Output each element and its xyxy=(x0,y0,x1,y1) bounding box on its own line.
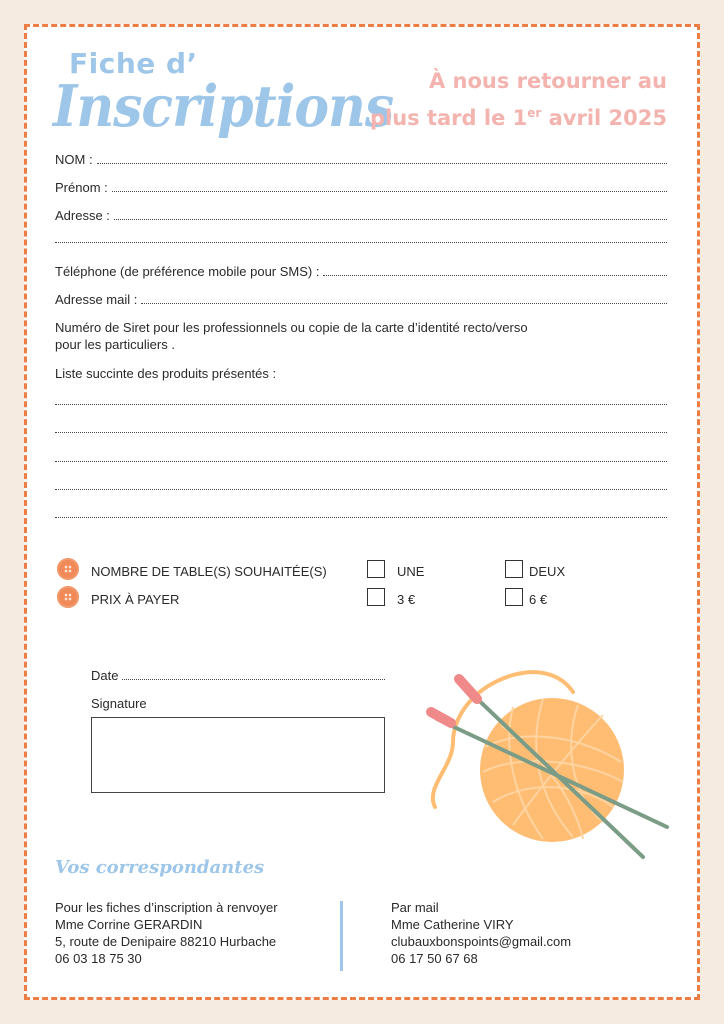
button-icon xyxy=(57,558,79,580)
contact-left-line1: Pour les fiches d’inscription à renvoyer xyxy=(55,900,278,915)
deadline-line2 xyxy=(370,97,667,134)
produits-line-2[interactable] xyxy=(55,432,667,433)
contact-right-line2: Mme Catherine VIRY xyxy=(391,917,514,932)
price-label: PRIX À PAYER xyxy=(91,592,180,607)
telephone-line[interactable] xyxy=(323,275,667,276)
prenom-line[interactable] xyxy=(112,191,667,192)
correspondants-title: Vos correspondantes xyxy=(55,857,265,878)
date-label: Date xyxy=(91,668,119,683)
contact-right xyxy=(391,899,571,967)
adresse-label: Adresse : xyxy=(55,208,110,223)
price-two-label: 6 € xyxy=(529,592,548,607)
title-line1: Fiche d’ xyxy=(69,47,198,80)
prenom-field[interactable] xyxy=(55,179,667,195)
contacts-separator xyxy=(340,901,343,971)
contact-left-line4: 06 03 18 75 30 xyxy=(55,951,142,966)
une-label: UNE xyxy=(397,564,425,579)
registration-sheet xyxy=(24,24,700,1000)
siret-line2: pour les particuliers . xyxy=(55,337,175,352)
contact-right-email[interactable]: clubauxbonspoints@gmail.com xyxy=(391,934,572,949)
contact-right-line1: Par mail xyxy=(391,900,439,915)
prenom-label: Prénom : xyxy=(55,180,108,195)
siret-line1: Numéro de Siret pour les professionnels ou copie de la carte d’identité recto/verso xyxy=(55,320,528,335)
adresse-field[interactable] xyxy=(55,207,667,223)
adresse-line[interactable] xyxy=(114,219,667,220)
signature-label: Signature xyxy=(91,696,147,711)
contact-left-line2: Mme Corrine GERARDIN xyxy=(55,917,203,932)
button-icon xyxy=(57,586,79,608)
deadline-sup: er xyxy=(527,106,542,120)
produits-line-5[interactable] xyxy=(55,517,667,518)
deadline-date-pre: plus tard le 1 xyxy=(369,106,528,130)
produits-line-4[interactable] xyxy=(55,489,667,490)
date-field[interactable] xyxy=(91,667,385,683)
telephone-label: Téléphone (de préférence mobile pour SMS) : xyxy=(55,264,320,279)
contact-left xyxy=(55,899,278,967)
email-line[interactable] xyxy=(141,303,667,304)
date-line[interactable] xyxy=(122,679,385,680)
telephone-field[interactable] xyxy=(55,263,667,279)
checkbox-6-euros[interactable] xyxy=(505,588,523,606)
checkbox-une[interactable] xyxy=(367,560,385,578)
email-field[interactable] xyxy=(55,291,667,307)
contact-left-line3: 5, route de Denipaire 88210 Hurbache xyxy=(55,934,277,949)
nom-field[interactable] xyxy=(55,151,667,167)
deux-label: DEUX xyxy=(529,564,566,579)
signature-box[interactable] xyxy=(91,717,385,793)
deadline-line1: À nous retourner au xyxy=(428,69,667,93)
produits-label: Liste succinte des produits présentés : xyxy=(55,366,277,381)
deadline-text xyxy=(370,65,667,134)
adresse-line-2[interactable] xyxy=(55,242,667,243)
yarn-ball-illustration xyxy=(423,647,673,862)
nom-label: NOM : xyxy=(55,152,93,167)
produits-line-3[interactable] xyxy=(55,461,667,462)
email-label: Adresse mail : xyxy=(55,292,138,307)
produits-line-1[interactable] xyxy=(55,404,667,405)
price-one-label: 3 € xyxy=(397,592,416,607)
title-line2: Inscriptions xyxy=(53,73,394,141)
checkbox-3-euros[interactable] xyxy=(367,588,385,606)
checkbox-deux[interactable] xyxy=(505,560,523,578)
contact-right-line4: 06 17 50 67 68 xyxy=(391,951,478,966)
tables-label: NOMBRE DE TABLE(S) SOUHAITÉE(S) xyxy=(91,564,327,579)
siret-text xyxy=(55,319,528,353)
deadline-date-post: avril 2025 xyxy=(541,106,667,130)
nom-line[interactable] xyxy=(97,163,667,164)
